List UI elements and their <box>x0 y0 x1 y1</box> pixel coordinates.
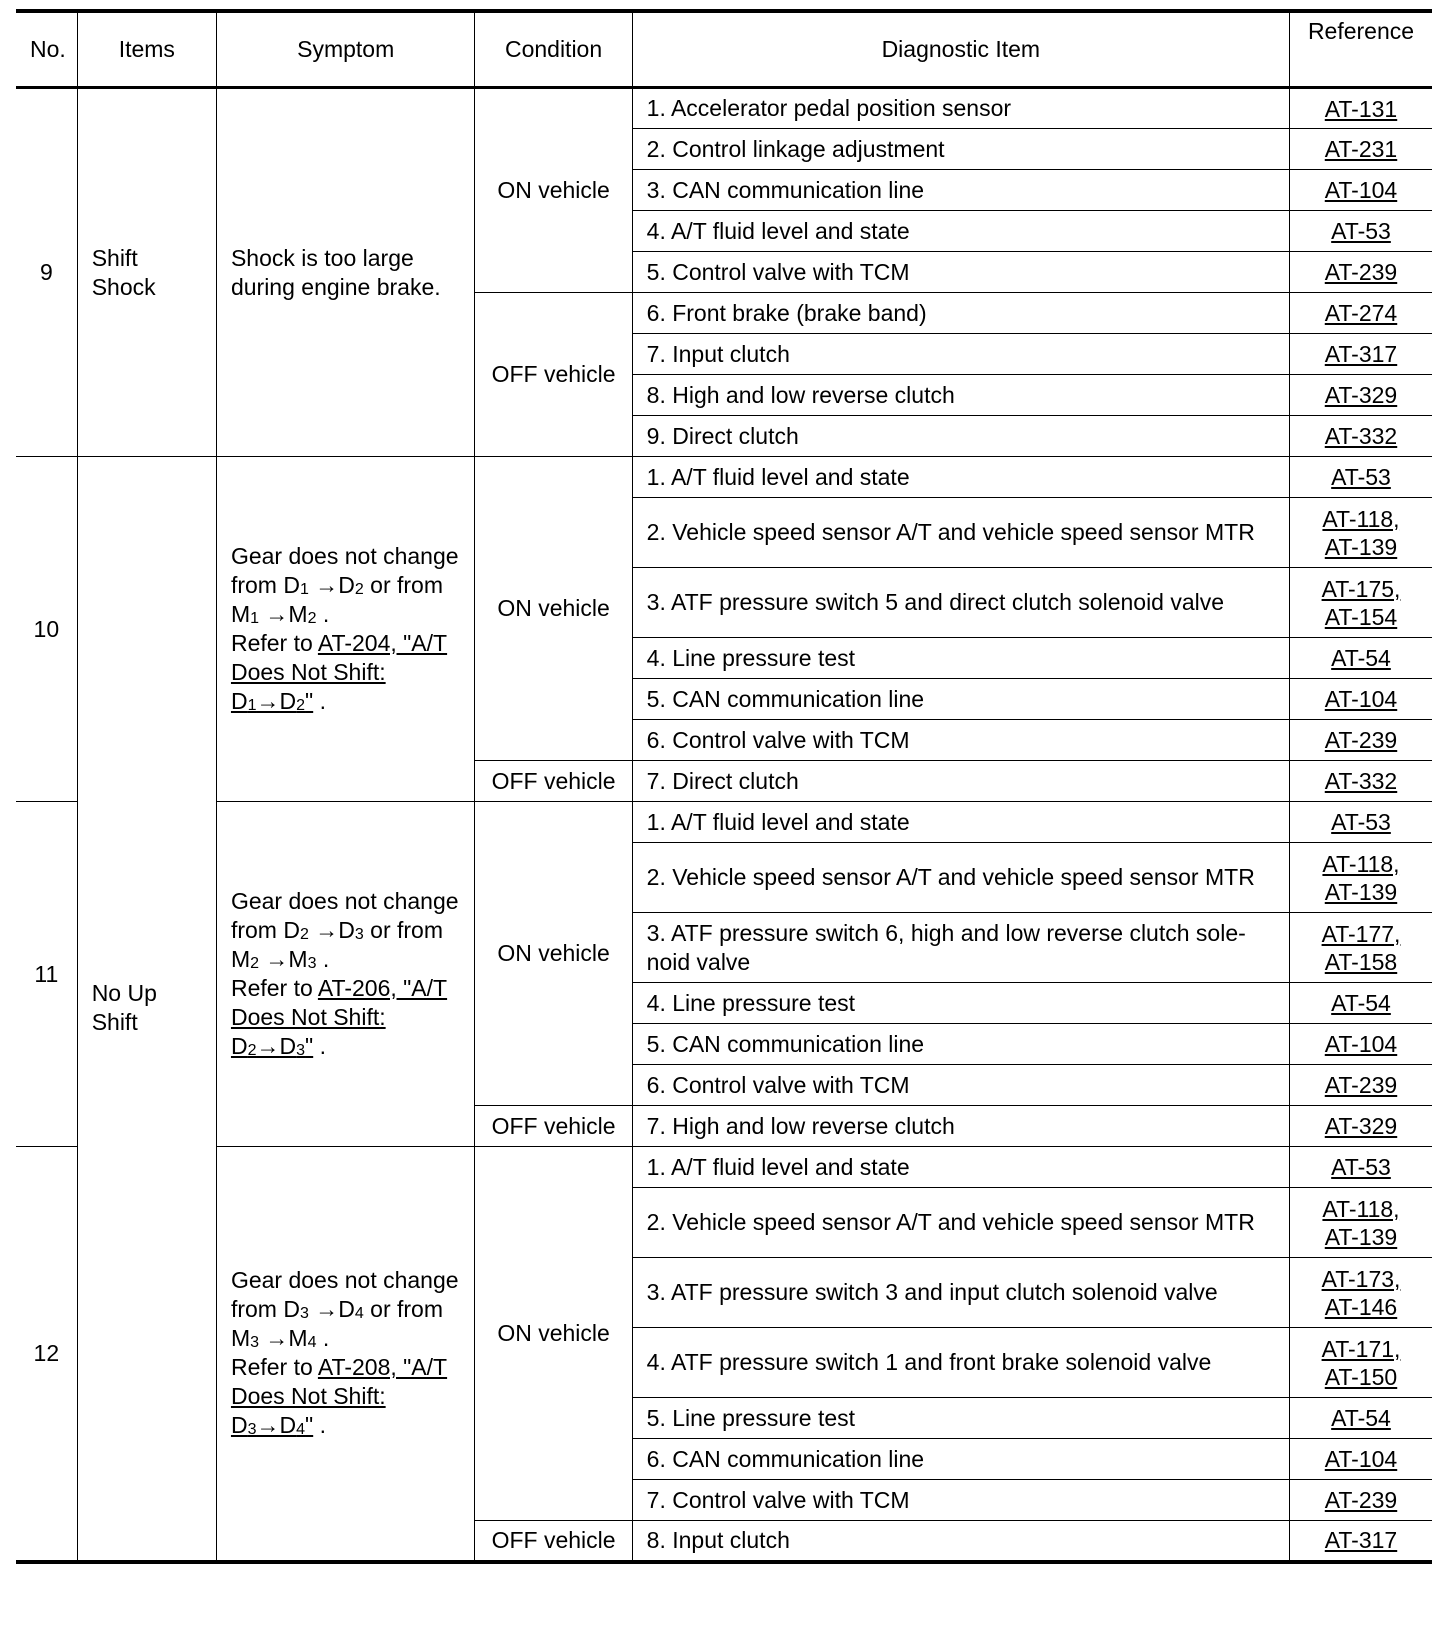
row-number: 9 <box>16 88 77 457</box>
symptom-text: M <box>288 1325 308 1352</box>
reference-link[interactable]: AT-332 <box>1324 423 1398 449</box>
reference-link[interactable]: AT-53 <box>1331 218 1391 244</box>
reference-link[interactable]: AT-118, <box>1322 850 1400 877</box>
symptom-link-text: 3 <box>247 1421 257 1439</box>
reference-link[interactable]: AT-231 <box>1324 136 1398 162</box>
symptom-text: → <box>265 1325 289 1352</box>
reference-link[interactable]: AT-53 <box>1331 464 1391 490</box>
diagnostic-item: 1. Accelerator pedal position sensor <box>632 88 1289 129</box>
symptom-text: 3 <box>299 1305 309 1323</box>
symptom-link-text: D <box>279 1033 297 1059</box>
diagnostic-item: 2. Control linkage adjustment <box>632 129 1289 170</box>
symptom-text: from D <box>230 917 300 943</box>
reference-link[interactable]: AT-317 <box>1324 1527 1398 1554</box>
symptom-link-text: 2 <box>247 1042 257 1059</box>
symptom-link-text: AT-208, "A/T Does Not Shift: D <box>230 1354 448 1439</box>
reference-cell <box>1290 1188 1433 1258</box>
symptom-cell <box>216 802 475 1147</box>
reference-cell <box>1290 1480 1433 1521</box>
symptom-text: . <box>319 1033 326 1059</box>
row-number: 11 <box>16 802 77 1147</box>
condition-off-vehicle: OFF vehicle <box>475 761 632 802</box>
symptom-text: 2 <box>250 955 260 972</box>
symptom-text: or from <box>370 917 444 943</box>
diagnostic-item: 5. Line pressure test <box>632 1398 1289 1439</box>
reference-link[interactable]: AT-146 <box>1324 1293 1398 1320</box>
reference-cell <box>1290 1147 1433 1188</box>
symptom-text: 4 <box>307 1334 317 1352</box>
symptom-link-text: 3 <box>296 1042 306 1059</box>
reference-link[interactable]: AT-329 <box>1324 1113 1398 1139</box>
reference-cell <box>1290 568 1433 638</box>
diagnostic-item: 5. CAN communication line <box>632 679 1289 720</box>
reference-link[interactable]: AT-158 <box>1324 948 1398 975</box>
diagnostic-item: 6. CAN communication line <box>632 1439 1289 1480</box>
reference-cell <box>1290 1521 1433 1562</box>
reference-link[interactable]: AT-54 <box>1331 1405 1391 1431</box>
reference-link[interactable]: AT-104 <box>1324 1446 1398 1472</box>
diagnostic-item: 3. CAN communication line <box>632 170 1289 211</box>
table-row <box>16 1147 1432 1188</box>
diagnostic-item: 7. Control valve with TCM <box>632 1480 1289 1521</box>
condition-off-vehicle: OFF vehicle <box>475 293 632 457</box>
symptom-link-text: " <box>305 1033 314 1059</box>
reference-link[interactable]: AT-239 <box>1324 259 1398 285</box>
reference-link[interactable]: AT-150 <box>1324 1363 1398 1390</box>
reference-cell <box>1290 761 1433 802</box>
symptom-link-text: → <box>256 688 280 714</box>
symptom-text: Refer to <box>230 1354 313 1381</box>
header-diagnostic-item: Diagnostic Item <box>632 11 1289 88</box>
reference-link[interactable]: AT-274 <box>1324 300 1398 326</box>
symptom-text: → <box>315 572 339 598</box>
symptom-text: 1 <box>299 581 309 598</box>
symptom-text: → <box>315 917 339 943</box>
symptom-text: 3 <box>307 955 317 972</box>
diagnostic-item: 6. Control valve with TCM <box>632 720 1289 761</box>
symptom-text: Shock is too large <box>230 244 414 271</box>
diagnostic-item: 4. Line pressure test <box>632 638 1289 679</box>
symptom-cell <box>216 1147 475 1562</box>
reference-cell <box>1290 498 1433 568</box>
diagnostic-item: 8. Input clutch <box>632 1521 1289 1562</box>
reference-link[interactable]: AT-239 <box>1324 1487 1398 1513</box>
reference-cell <box>1290 88 1433 129</box>
reference-cell <box>1290 679 1433 720</box>
diagnostic-item: 7. Direct clutch <box>632 761 1289 802</box>
symptom-text: Gear does not change <box>230 888 459 914</box>
reference-link[interactable]: AT-175, <box>1321 575 1401 602</box>
diagnostic-item: 3. ATF pressure switch 6, high and low reverse clutch sole-noid valve <box>632 913 1289 983</box>
reference-link[interactable]: AT-239 <box>1324 727 1398 753</box>
symptom-text: Refer to <box>230 630 313 656</box>
diagnostic-item: 8. High and low reverse clutch <box>632 375 1289 416</box>
reference-cell <box>1290 1065 1433 1106</box>
diagnostic-item: 5. CAN communication line <box>632 1024 1289 1065</box>
symptom-text: 3 <box>250 1334 260 1352</box>
diagnostic-item: 4. A/T fluid level and state <box>632 211 1289 252</box>
reference-link[interactable]: AT-54 <box>1331 990 1391 1016</box>
reference-cell <box>1290 293 1433 334</box>
header-reference: Reference <box>1290 11 1433 88</box>
diagnostic-item: 3. ATF pressure switch 5 and direct clutch solenoid valve <box>632 568 1289 638</box>
reference-cell <box>1290 1398 1433 1439</box>
symptom-text: . <box>319 1412 326 1439</box>
symptom-text: M <box>230 946 251 972</box>
symptom-text: or from <box>370 572 444 598</box>
condition-off-vehicle: OFF vehicle <box>475 1106 632 1147</box>
diagnostic-item: 1. A/T fluid level and state <box>632 1147 1289 1188</box>
items-text: Shock <box>91 273 156 300</box>
row-number: 12 <box>16 1147 77 1562</box>
symptom-text: or from <box>370 1296 444 1323</box>
reference-cell <box>1290 638 1433 679</box>
diagnostic-item: 7. High and low reverse clutch <box>632 1106 1289 1147</box>
reference-cell <box>1290 1024 1433 1065</box>
symptom-link-text: AT-206, "A/T Does Not Shift: D <box>230 975 448 1059</box>
reference-cell <box>1290 843 1433 913</box>
reference-cell <box>1290 129 1433 170</box>
symptom-text: M <box>230 1325 251 1352</box>
reference-link[interactable]: AT-139 <box>1324 533 1398 560</box>
reference-link[interactable]: AT-154 <box>1324 603 1398 630</box>
reference-cell <box>1290 1258 1433 1328</box>
reference-cell <box>1290 802 1433 843</box>
reference-cell <box>1290 252 1433 293</box>
header-no: No. <box>16 11 77 88</box>
reference-link[interactable]: AT-332 <box>1324 768 1398 794</box>
reference-link[interactable]: AT-118, <box>1322 1195 1400 1222</box>
condition-on-vehicle: ON vehicle <box>475 802 632 1106</box>
diagnostic-table <box>16 9 1432 1564</box>
reference-link[interactable]: AT-171, <box>1321 1335 1401 1362</box>
reference-cell <box>1290 983 1433 1024</box>
reference-cell <box>1290 416 1433 457</box>
diagnostic-item: 3. ATF pressure switch 3 and input clutch solenoid valve <box>632 1258 1289 1328</box>
symptom-text: Gear does not change <box>230 1267 459 1294</box>
reference-cell <box>1290 913 1433 983</box>
symptom-text: . <box>322 1325 330 1352</box>
symptom-text: from D <box>230 1296 300 1323</box>
reference-link[interactable]: AT-317 <box>1324 341 1398 367</box>
items-text: Shift <box>91 244 138 271</box>
symptom-link-text: 4 <box>296 1421 306 1439</box>
reference-link[interactable]: AT-139 <box>1324 1223 1398 1250</box>
condition-on-vehicle: ON vehicle <box>475 457 632 761</box>
symptom-text: during engine brake. <box>230 273 441 300</box>
symptom-link-text: → <box>256 1412 280 1439</box>
symptom-text: 2 <box>354 581 364 598</box>
diagnostic-item: 4. Line pressure test <box>632 983 1289 1024</box>
symptom-text: Gear does not change <box>230 543 459 569</box>
symptom-text: 2 <box>307 610 317 627</box>
symptom-text: 1 <box>250 610 260 627</box>
table-row <box>16 457 1432 498</box>
table-row <box>16 88 1432 129</box>
diagnostic-item: 2. Vehicle speed sensor A/T and vehicle speed sensor MTR <box>632 498 1289 568</box>
items-cell <box>77 88 216 457</box>
symptom-text: . <box>322 601 330 627</box>
header-items: Items <box>77 11 216 88</box>
diagnostic-item: 1. A/T fluid level and state <box>632 802 1289 843</box>
reference-link[interactable]: AT-53 <box>1331 809 1391 835</box>
symptom-link-text: " <box>305 1412 314 1439</box>
reference-link[interactable]: AT-54 <box>1331 645 1391 671</box>
reference-cell <box>1290 720 1433 761</box>
symptom-text: 2 <box>299 926 309 943</box>
symptom-text: . <box>319 688 326 714</box>
condition-off-vehicle: OFF vehicle <box>475 1521 632 1562</box>
reference-link[interactable]: AT-118, <box>1322 505 1400 532</box>
symptom-cell <box>216 88 475 457</box>
symptom-text: M <box>230 601 251 627</box>
reference-cell <box>1290 170 1433 211</box>
table-row <box>16 802 1432 843</box>
items-text: No Up <box>91 980 157 1007</box>
symptom-text: . <box>322 946 330 972</box>
diagnostic-item: 6. Control valve with TCM <box>632 1065 1289 1106</box>
symptom-text: Refer to <box>230 975 313 1001</box>
symptom-text: M <box>288 601 308 627</box>
symptom-link-text: 1 <box>247 697 257 714</box>
diagnostic-item: 2. Vehicle speed sensor A/T and vehicle speed sensor MTR <box>632 843 1289 913</box>
symptom-text: from D <box>230 572 300 598</box>
diagnostic-item: 4. ATF pressure switch 1 and front brake solenoid valve <box>632 1328 1289 1398</box>
reference-link[interactable]: AT-131 <box>1324 95 1398 122</box>
symptom-link-text: 2 <box>296 697 306 714</box>
reference-link[interactable]: AT-104 <box>1324 177 1398 203</box>
diagnostic-item: 6. Front brake (brake band) <box>632 293 1289 334</box>
condition-on-vehicle: ON vehicle <box>475 88 632 293</box>
header-symptom: Symptom <box>216 11 475 88</box>
reference-link[interactable]: AT-177, <box>1321 920 1401 947</box>
symptom-text: D <box>338 1296 355 1323</box>
diagnostic-item: 5. Control valve with TCM <box>632 252 1289 293</box>
items-cell <box>77 457 216 1562</box>
symptom-link-text: D <box>279 688 297 714</box>
diagnostic-item: 1. A/T fluid level and state <box>632 457 1289 498</box>
diagnostic-item: 2. Vehicle speed sensor A/T and vehicle speed sensor MTR <box>632 1188 1289 1258</box>
symptom-text: D <box>338 572 355 598</box>
condition-on-vehicle: ON vehicle <box>475 1147 632 1521</box>
reference-link[interactable]: AT-53 <box>1331 1154 1391 1180</box>
items-text: Shift <box>91 1009 138 1036</box>
symptom-text: M <box>288 946 308 972</box>
reference-cell <box>1290 334 1433 375</box>
row-number: 10 <box>16 457 77 802</box>
reference-cell <box>1290 375 1433 416</box>
symptom-link-text: D <box>279 1412 297 1439</box>
reference-link[interactable]: AT-104 <box>1324 1031 1398 1057</box>
reference-cell <box>1290 1439 1433 1480</box>
symptom-text: → <box>315 1296 339 1323</box>
reference-link[interactable]: AT-139 <box>1324 878 1398 905</box>
symptom-cell <box>216 457 475 802</box>
symptom-text: → <box>265 946 289 972</box>
symptom-text: D <box>338 917 355 943</box>
header-row <box>16 11 1432 88</box>
reference-link[interactable]: AT-173, <box>1321 1265 1401 1292</box>
symptom-link-text: AT-204, "A/T Does Not Shift: D <box>230 630 448 714</box>
symptom-text: 3 <box>354 926 364 943</box>
symptom-text: → <box>265 601 289 627</box>
reference-link[interactable]: AT-329 <box>1324 382 1398 408</box>
reference-link[interactable]: AT-104 <box>1324 686 1398 712</box>
header-condition: Condition <box>475 11 632 88</box>
diagnostic-item: 9. Direct clutch <box>632 416 1289 457</box>
reference-cell <box>1290 1106 1433 1147</box>
diagnostic-item: 7. Input clutch <box>632 334 1289 375</box>
reference-cell <box>1290 1328 1433 1398</box>
symptom-link-text: → <box>256 1033 280 1059</box>
reference-link[interactable]: AT-239 <box>1324 1072 1398 1098</box>
reference-cell <box>1290 211 1433 252</box>
reference-cell <box>1290 457 1433 498</box>
symptom-text: 4 <box>354 1305 364 1323</box>
symptom-link-text: " <box>305 688 314 714</box>
